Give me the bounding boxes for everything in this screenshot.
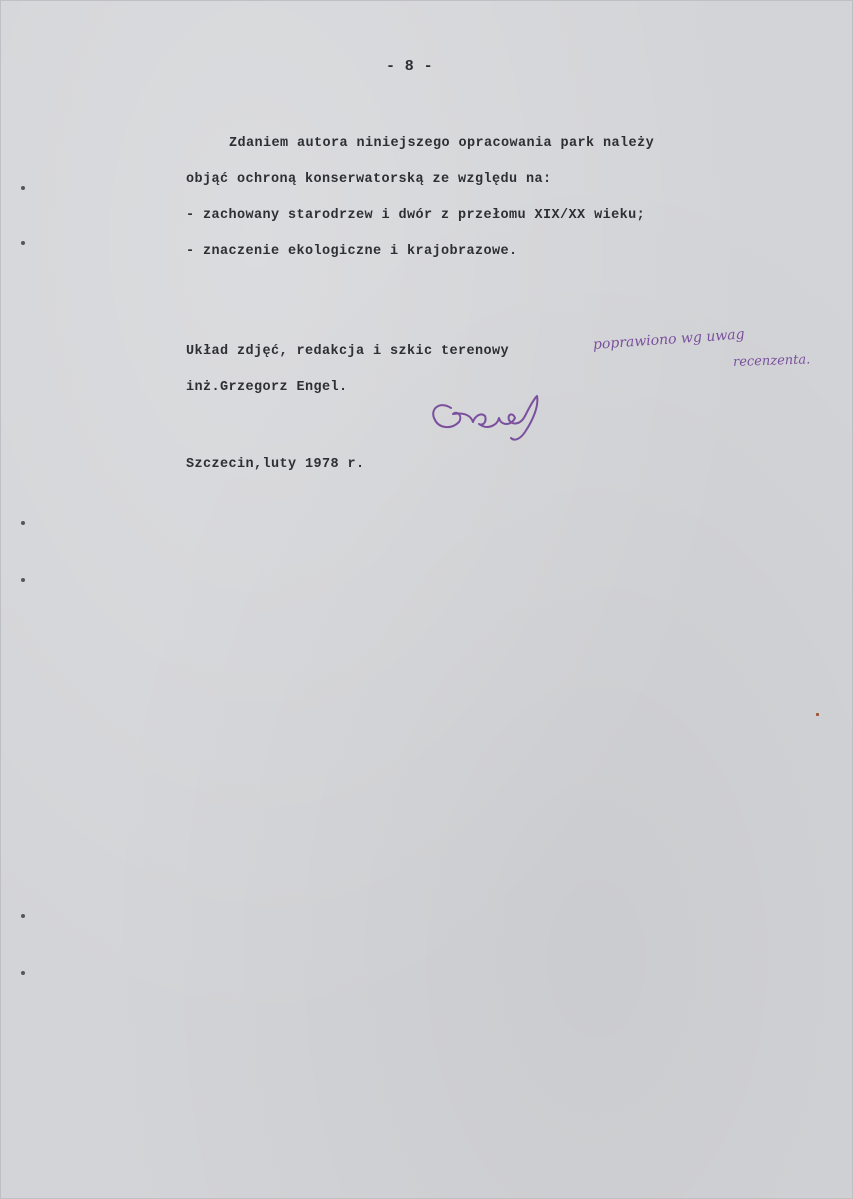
paragraph-line-1: Zdaniem autora niniejszego opracowania park należy — [229, 136, 655, 151]
punch-mark — [21, 241, 25, 245]
punch-mark — [21, 578, 25, 582]
paragraph-line-2: objąć ochroną konserwatorską ze względu na: — [186, 172, 552, 187]
paper-speck — [816, 713, 819, 716]
handwritten-annotation-line-2: recenzenta. — [732, 352, 811, 370]
page-number: - 8 - — [386, 58, 434, 75]
signature — [421, 386, 571, 446]
punch-mark — [21, 971, 25, 975]
punch-mark — [21, 914, 25, 918]
bullet-item-1: - zachowany starodrzew i dwór z przełomu XIX/XX wieku; — [186, 208, 646, 223]
punch-mark — [21, 521, 25, 525]
credits-line-1: Układ zdjęć, redakcja i szkic terenowy — [186, 344, 510, 359]
punch-mark — [21, 186, 25, 190]
place-and-date: Szczecin,luty 1978 r. — [186, 457, 365, 472]
credits-author: inż.Grzegorz Engel. — [186, 380, 348, 395]
handwritten-annotation-line-1: poprawiono wg uwag — [592, 326, 746, 353]
bullet-item-2: - znaczenie ekologiczne i krajobrazowe. — [186, 244, 518, 259]
